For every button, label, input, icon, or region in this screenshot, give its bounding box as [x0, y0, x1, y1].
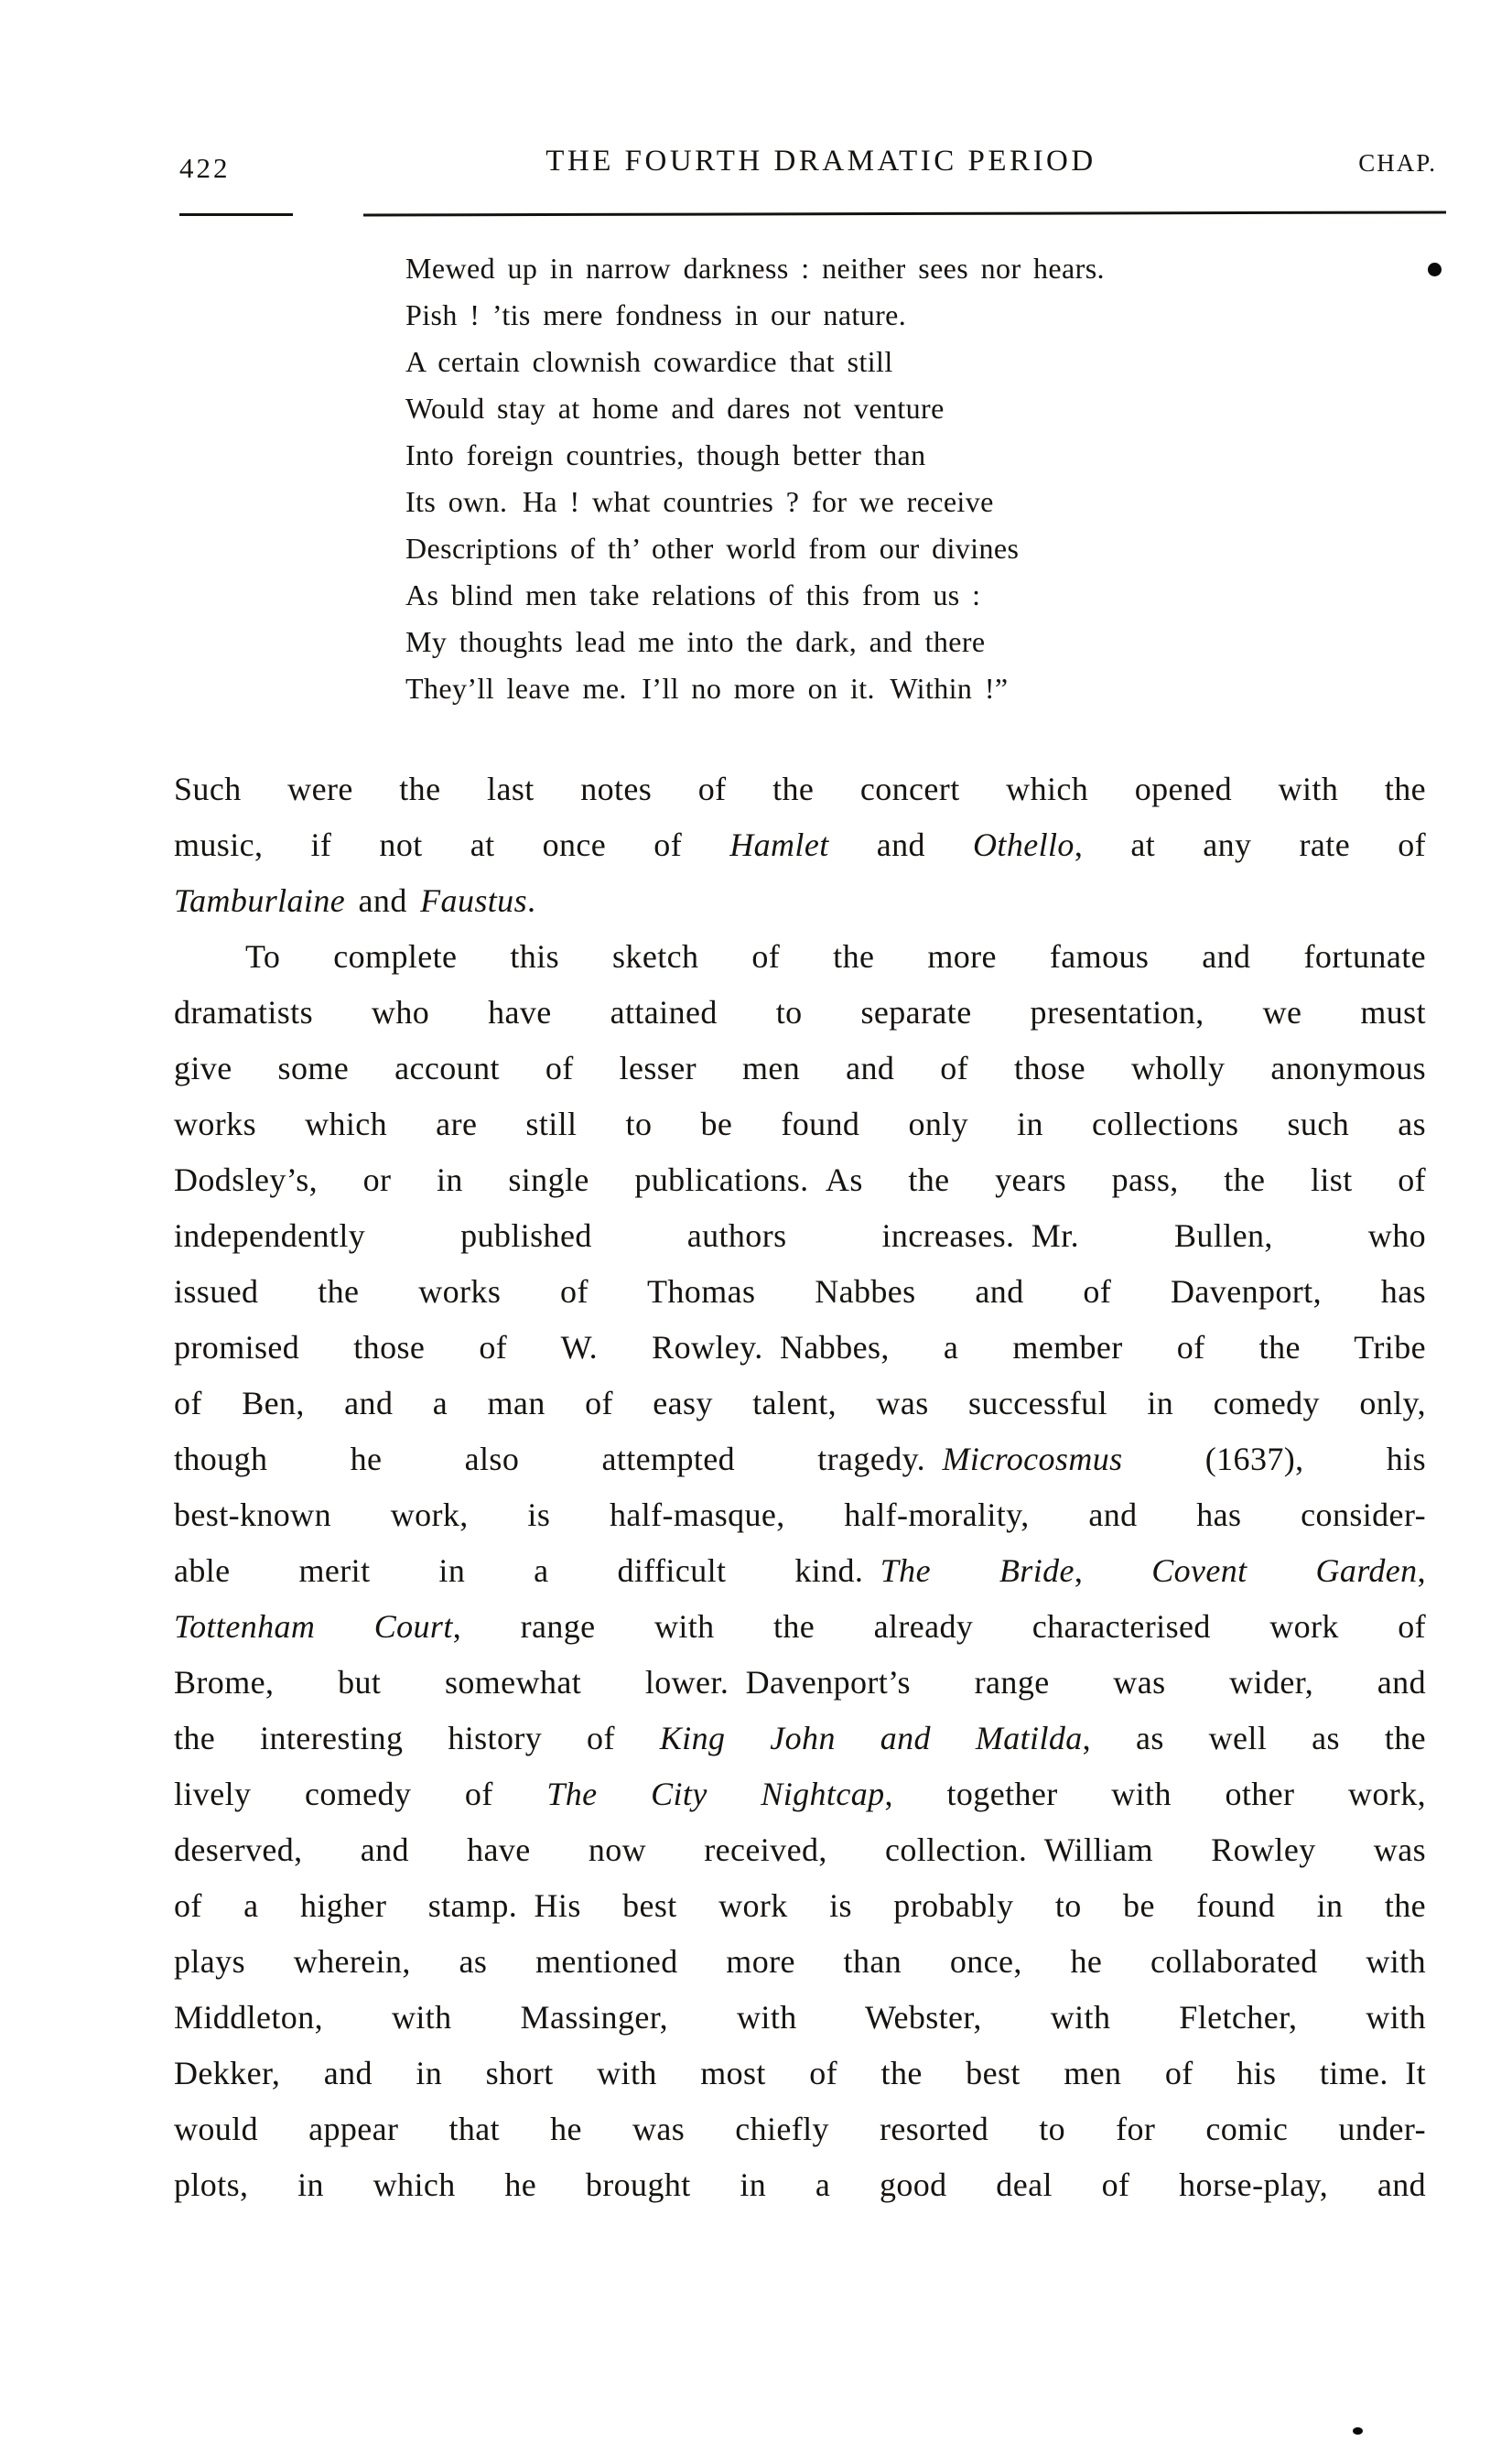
text-line: deserved, and have now received, collection. William Rowley was	[174, 1831, 1426, 1868]
text-line: lively comedy of The City Nightcap, together with other work,	[174, 1776, 1426, 1812]
page-number: 422	[179, 152, 231, 184]
text-line: plots, in which he brought in a good deal of horse-play, and	[174, 2166, 1426, 2203]
verse-line: As blind men take relations of this from us :	[405, 578, 981, 611]
text-line: Such were the last notes of the concert which opened with the	[174, 771, 1426, 807]
paragraph	[174, 762, 1426, 929]
text-line: dramatists who have attained to separate presentation, we must	[174, 994, 1426, 1031]
verse-quote	[405, 245, 1339, 712]
verse-line: My thoughts lead me into the dark, and there	[405, 625, 986, 658]
text-line: music, if not at once of Hamlet and Othello, at any rate of	[174, 826, 1426, 863]
text-line: would appear that he was chiefly resorted to for comic under-	[174, 2111, 1426, 2147]
text-line: issued the works of Thomas Nabbes and of Davenport, has	[174, 1273, 1426, 1310]
text-line: Dodsley’s, or in single publications. As the years pass, the list of	[174, 1161, 1426, 1198]
text-line: of a higher stamp. His best work is probably to be found in the	[174, 1887, 1426, 1924]
text-line: promised those of W. Rowley. Nabbes, a member of the Tribe	[174, 1329, 1426, 1366]
text-line: works which are still to be found only in collections such as	[174, 1106, 1426, 1142]
page-number-rule	[179, 213, 293, 216]
text-line: though he also attempted tragedy. Microcosmus (1637), his	[174, 1441, 1426, 1477]
text-line: Brome, but somewhat lower. Davenport’s range was wider, and	[174, 1664, 1426, 1701]
text-line: independently published authors increases. Mr. Bullen, who	[174, 1217, 1426, 1254]
text-line: Dekker, and in short with most of the best men of his time. It	[174, 2055, 1426, 2091]
running-title: THE FOURTH DRAMATIC PERIOD	[545, 145, 1096, 178]
verse-line: A certain clownish cowardice that still	[405, 345, 893, 378]
verse-line: Mewed up in narrow darkness : neither sees nor hears.	[405, 252, 1105, 285]
text-line: Middleton, with Massinger, with Webster, with Fletcher, with	[174, 1999, 1426, 2036]
text-line: best-known work, is half-masque, half-morality, and has consider-	[174, 1496, 1426, 1533]
text-line: the interesting history of King John and Matilda, as well as the	[174, 1720, 1427, 1756]
text-line: of Ben, and a man of easy talent, was successful in comedy only,	[174, 1385, 1426, 1421]
verse-line: Descriptions of th’ other world from our divines	[405, 532, 1020, 565]
verse-line: They’ll leave me. I’ll no more on it. Within !”	[405, 672, 1009, 705]
chapter-label: CHAP.	[1358, 149, 1437, 177]
verse-line: Its own. Ha ! what countries ? for we receive	[405, 485, 994, 518]
verse-line: Into foreign countries, though better than	[405, 438, 926, 471]
verse-line: Would stay at home and dares not venture	[405, 392, 945, 425]
text-line: give some account of lesser men and of those wholly anonymous	[174, 1050, 1426, 1086]
text-line: Tamburlaine and Faustus.	[174, 882, 536, 919]
text-line: plays wherein, as mentioned more than once, he collaborated with	[174, 1943, 1426, 1980]
paragraph	[174, 929, 1426, 2213]
ink-spot-top-right	[1428, 263, 1442, 276]
text-line: able merit in a difficult kind. The Bride, Covent Garden,	[174, 1552, 1426, 1589]
text-line: Tottenham Court, range with the already characterised work of	[174, 1608, 1426, 1645]
body-text	[174, 762, 1426, 2213]
verse-line: Pish ! ’tis mere fondness in our nature.	[405, 298, 907, 331]
text-line: To complete this sketch of the more famous and fortunate	[245, 938, 1426, 975]
ink-spot-bottom-right	[1353, 2427, 1363, 2435]
header-rule	[363, 211, 1446, 216]
